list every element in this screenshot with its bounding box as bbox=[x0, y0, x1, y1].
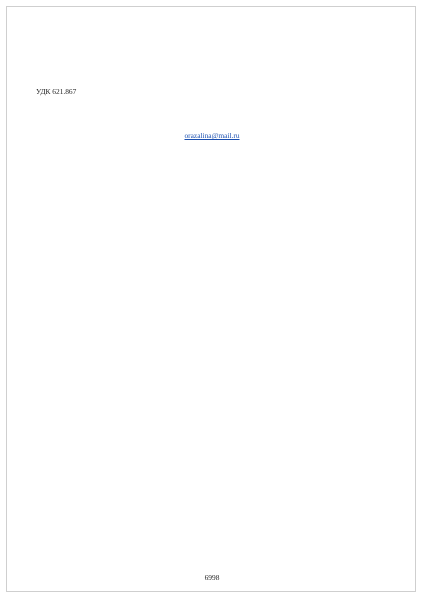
references-heading bbox=[36, 56, 388, 65]
author-email-link[interactable]: orazalina@mail.ru bbox=[184, 131, 240, 141]
article-title bbox=[36, 105, 388, 114]
page-number: 6998 bbox=[204, 573, 220, 582]
page-content bbox=[36, 40, 388, 152]
udc-code: УДК 621.867 bbox=[36, 87, 77, 96]
author-name bbox=[36, 122, 388, 131]
